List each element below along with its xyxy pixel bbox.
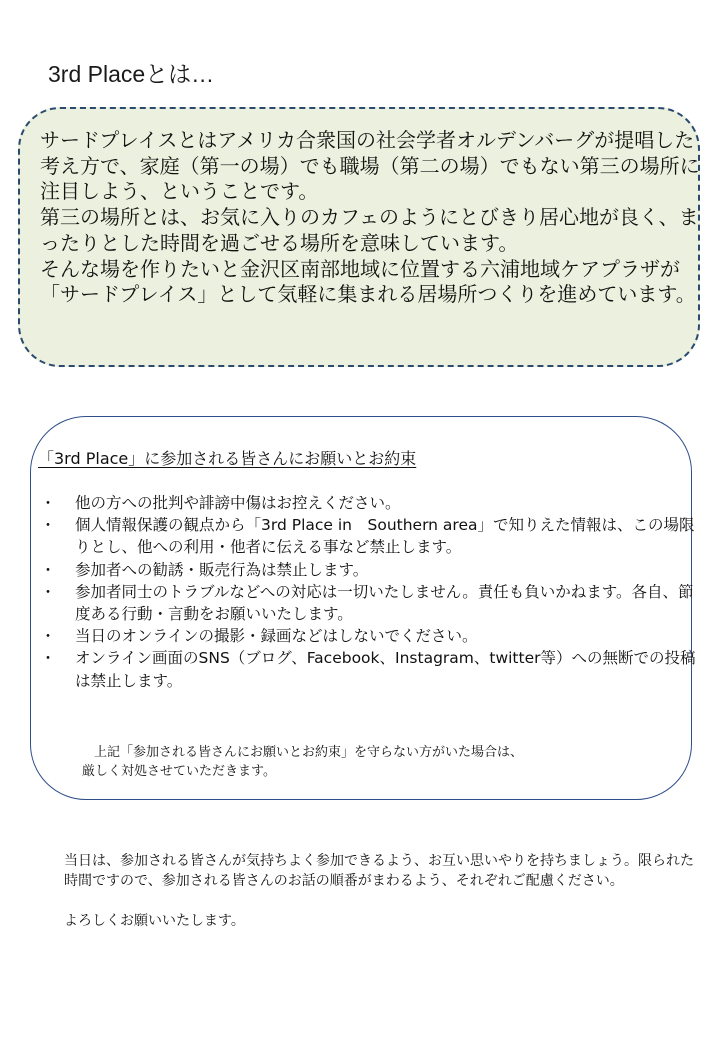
intro-paragraph: そんな場を作りたいと金沢区南部地域に位置する六浦地域ケアプラザが「サードプレイス」として気軽に集まれる居場所つくりを進めています。	[40, 256, 696, 307]
rule-item	[38, 647, 698, 691]
bullet-icon: ・	[40, 627, 56, 646]
rules-note-line: 厳しく対処させていただきます。	[82, 764, 276, 779]
rule-text: 参加者同士のトラブルなどへの対応は一切いたしません。責任も負いかねます。各自、節度ある行動・言動をお願いいたします。	[75, 582, 694, 624]
rules-list	[38, 492, 698, 692]
rule-text: 個人情報保護の観点から「3rd Place in Southern area」で知りえた情報は、この場限りとし、他への利用・他者に伝える事など禁止します。	[75, 516, 695, 557]
rules-heading: 「3rd Place」に参加される皆さんにお願いとお約束	[38, 449, 417, 468]
closing-text: 当日は、参加される皆さんが気持ちよく参加できるよう、お互い思いやりを持ちましょう。限られた時間ですので、参加される皆さんのお話の順番がまわるよう、それぞれご配慮ください。	[64, 853, 694, 889]
rule-text: オンライン画面のSNS（ブログ、Facebook、Instagram、twitter等）への無断での投稿は禁止します。	[75, 649, 696, 690]
intro-text	[40, 128, 700, 308]
closing-signoff: よろしくお願いいたします。	[64, 913, 245, 929]
bullet-icon: ・	[40, 582, 56, 601]
bullet-icon: ・	[40, 494, 56, 512]
bullet-icon: ・	[40, 516, 56, 535]
bullet-icon: ・	[40, 649, 56, 668]
rule-item	[38, 514, 698, 558]
rule-item	[38, 581, 698, 625]
rule-item	[38, 625, 698, 647]
rules-warning-note	[82, 743, 642, 781]
closing-message	[64, 851, 704, 931]
rule-text: 当日のオンラインの撮影・録画などはしないでください。	[75, 627, 478, 646]
rule-item	[38, 559, 698, 581]
rule-text: 参加者への勧誘・販売行為は禁止します。	[75, 560, 369, 579]
rule-text: 他の方への批判や誹謗中傷はお控えください。	[75, 494, 401, 512]
page-title: 3rd Placeとは…	[48, 61, 215, 87]
bullet-icon: ・	[40, 560, 56, 579]
rules-note-line: 上記「参加される皆さんにお願いとお約束」を守らない方がいた場合は、	[94, 745, 524, 760]
intro-paragraph: 第三の場所とは、お気に入りのカフェのようにとびきり居心地が良く、まったりとした時間を過ごせる場所を意味しています。	[40, 205, 699, 255]
rule-item	[38, 492, 698, 514]
intro-paragraph: サードプレイスとはアメリカ合衆国の社会学者オルデンバーグが提唱した考え方で、家庭（第一の場）でも職場（第二の場）でもない第三の場所に注目しよう、ということです。	[40, 128, 700, 204]
